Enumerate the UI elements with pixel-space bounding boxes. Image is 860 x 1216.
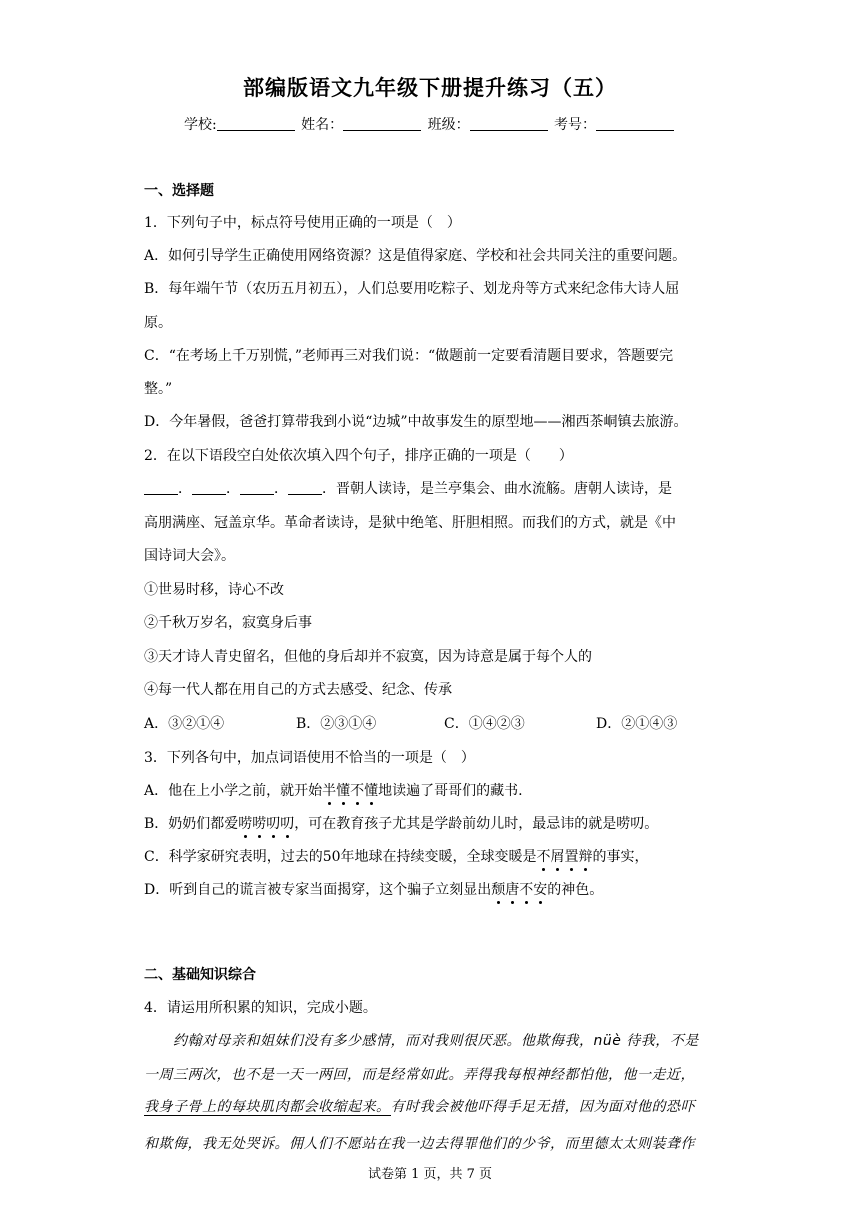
- q3-option-c[interactable]: [144, 846, 649, 866]
- q2-passage-line2: 高朋满座、冠盖京华。革命者读诗，是狱中绝笔、肝胆相照。而我们的方式，就是《中: [144, 515, 676, 531]
- q4-passage-line4: 和欺侮，我无处哭诉。佣人们不愿站在我一边去得罪他们的少爷，而里德太太则装聋作: [144, 1136, 695, 1152]
- q3-b-text: ，可在教育孩子尤其是学龄前幼儿时，最忌讳的就是唠叨。: [294, 816, 659, 832]
- q2-passage-text: ．晋朝人读诗，是兰亭集会、曲水流觞。唐朝人读诗，是: [322, 481, 672, 497]
- q2-passage-line3: 国诗词大会》。: [144, 548, 235, 564]
- dotted-char: 叨: [280, 813, 294, 833]
- q2-sep: ．: [226, 481, 240, 497]
- q4-underlined-sentence: 我身子骨上的每块肌肉都会收缩起来。: [144, 1099, 391, 1115]
- dotted-char: 叨: [266, 813, 280, 833]
- q1-option-b[interactable]: B．每年端午节（农历五月初五），人们总要用吃粽子、划龙舟等方式来纪念伟大诗人屈: [144, 281, 680, 297]
- section-heading-choice: 一、选择题: [144, 183, 214, 199]
- dotted-char: 半: [322, 780, 336, 800]
- page-title: 部编版语文九年级下册提升练习（五）: [243, 75, 617, 100]
- q4-stem: 4．请运用所积累的知识，完成小题。: [144, 1000, 377, 1016]
- exam-number-label: 考号：: [554, 117, 597, 133]
- q3-option-a[interactable]: [144, 780, 523, 800]
- q3-d-text: 的神色。: [547, 882, 604, 898]
- q1-option-c-cont: 整。”: [144, 381, 173, 397]
- dotted-char: 颓: [491, 879, 505, 899]
- q3-c-text: 的事实，: [592, 849, 649, 865]
- q3-option-b[interactable]: [144, 813, 658, 833]
- q2-sep: ．: [274, 481, 288, 497]
- q2-sentence-4: ④每一代人都在用自己的方式去感受、纪念、传承: [144, 682, 452, 698]
- q2-sentence-3: ③天才诗人青史留名，但他的身后却并不寂寞，因为诗意是属于每个人的: [144, 649, 592, 665]
- q4-passage-line2: 一周三两次，也不是一天一两回，而是经常如此。弄得我每根神经都怕他，他一走近，: [144, 1067, 695, 1083]
- class-label: 班级：: [427, 117, 470, 133]
- q3-option-d[interactable]: [144, 879, 603, 899]
- exam-number-blank[interactable]: [596, 116, 674, 131]
- q2-sentence-2: ②千秋万岁名，寂寞身后事: [144, 615, 312, 631]
- q2-stem: 2．在以下语段空白处依次填入四个句子，排序正确的一项是（ ）: [144, 448, 573, 464]
- dotted-char: 屑: [551, 846, 565, 866]
- q2-blank-4[interactable]: [288, 480, 322, 495]
- name-blank[interactable]: [343, 116, 421, 131]
- q2-option-b[interactable]: B．②③①④: [296, 716, 377, 732]
- dotted-char: 唠: [252, 813, 266, 833]
- dotted-char: 懂: [336, 780, 350, 800]
- q1-option-b-cont: 原。: [144, 315, 172, 331]
- dotted-char: 懂: [364, 780, 378, 800]
- q1-option-c[interactable]: C．“在考场上千万别慌，”老师再三对我们说：“做题前一定要看清题目要求，答题要完: [144, 348, 674, 364]
- q3-b-text: B．奶奶们都爱: [144, 816, 239, 832]
- section-heading-basic: 二、基础知识综合: [144, 967, 256, 983]
- q3-stem: 3．下列各句中，加点词语使用不恰当的一项是（ ）: [144, 750, 475, 766]
- dotted-char: 不: [350, 780, 364, 800]
- q4-passage-line1: 约翰对母亲和姐妹们没有多少感情，而对我则很厌恶。他欺侮我，nüè 待我，不是: [144, 1033, 699, 1049]
- q1-option-d[interactable]: D．今年暑假，爸爸打算带我到小说“边城”中故事发生的原型地——湘西茶峒镇去旅游。: [144, 414, 688, 430]
- dotted-char: 不: [519, 879, 533, 899]
- q2-options: [144, 713, 677, 733]
- dotted-char: 辩: [579, 846, 593, 866]
- q3-c-text: C．科学家研究表明，过去的50年地球在持续变暖，全球变暖是: [144, 849, 537, 865]
- q2-option-d[interactable]: D．②①④③: [596, 716, 678, 732]
- q2-blank-1[interactable]: [144, 480, 178, 495]
- class-blank[interactable]: [470, 116, 548, 131]
- q2-blank-2[interactable]: [192, 480, 226, 495]
- q4-passage-line3: [144, 1096, 695, 1116]
- name-label: 姓名：: [301, 117, 344, 133]
- page-footer: 试卷第 1 页，共 7 页: [367, 1167, 493, 1182]
- dotted-char: 安: [533, 879, 547, 899]
- dotted-char: 唐: [505, 879, 519, 899]
- school-blank[interactable]: [217, 116, 295, 131]
- dotted-char: 置: [565, 846, 579, 866]
- q1-stem: 1．下列句子中，标点符号使用正确的一项是（ ）: [144, 215, 461, 231]
- q4-passage-text: 有时我会被他吓得手足无措，因为面对他的恐吓: [390, 1099, 695, 1115]
- school-label: 学校:: [183, 117, 217, 133]
- dotted-char: 唠: [238, 813, 252, 833]
- dotted-char: 不: [537, 846, 551, 866]
- q3-a-text: 地读遍了哥哥们的藏书.: [378, 783, 523, 799]
- q2-sentence-1: ①世易时移，诗心不改: [144, 582, 284, 598]
- q3-d-text: D．听到自己的谎言被专家当面揭穿，这个骗子立刻显出: [144, 882, 492, 898]
- q1-option-a[interactable]: A．如何引导学生正确使用网络资源？这是值得家庭、学校和社会共同关注的重要问题。: [144, 248, 687, 264]
- q2-blank-3[interactable]: [240, 480, 274, 495]
- q2-option-c[interactable]: C．①④②③: [444, 716, 525, 732]
- student-info-row: [0, 114, 860, 134]
- q2-sep: ．: [178, 481, 192, 497]
- q2-option-a[interactable]: A．③②①④: [144, 716, 225, 732]
- q2-passage-line1: [144, 478, 672, 498]
- q3-a-text: A．他在上小学之前，就开始: [144, 783, 323, 799]
